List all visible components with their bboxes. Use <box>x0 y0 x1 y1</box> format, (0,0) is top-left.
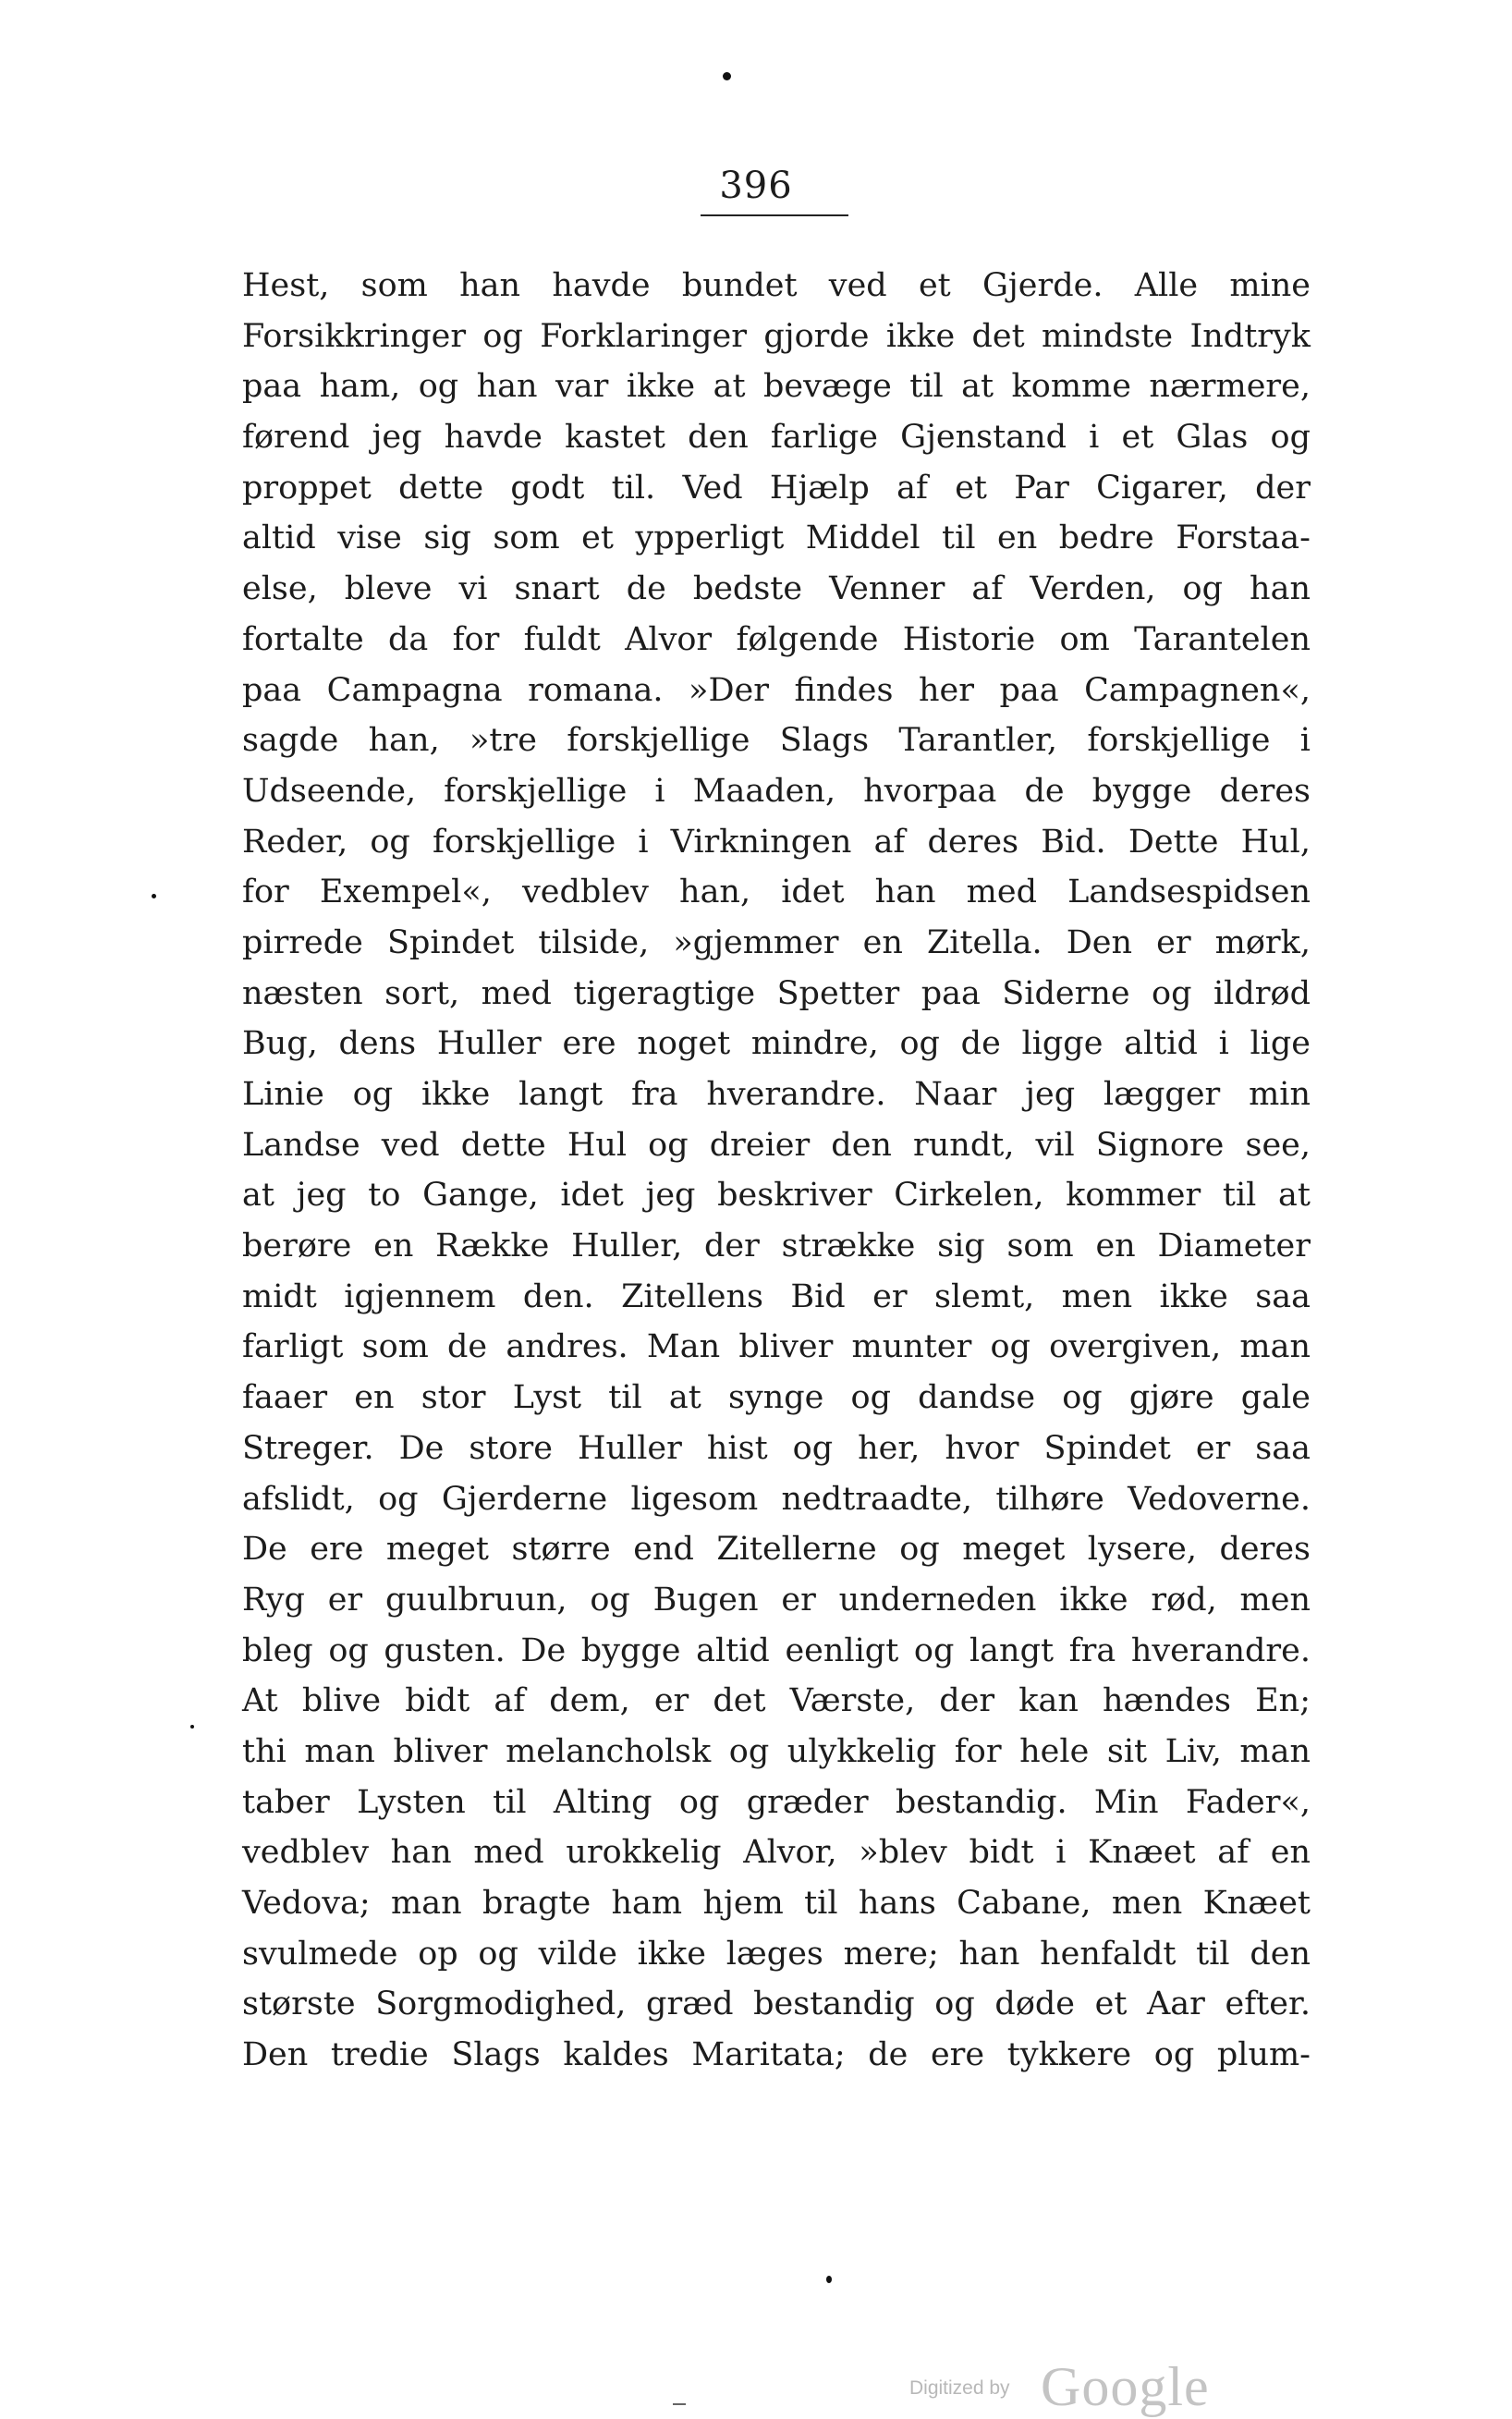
text-line: pirrede Spindet tilside, »gjemmer en Zitella. Den er mørk, <box>242 923 1311 961</box>
text-line: Udseende, forskjellige i Maaden, hvorpaa de bygge deres <box>242 772 1311 810</box>
text-line: midt igjennem den. Zitellens Bid er slemt, men ikke saa <box>242 1277 1311 1315</box>
text-line: bleg og gusten. De bygge altid eenligt og langt fra hverandre. <box>242 1631 1311 1669</box>
text-line: Ryg er guulbruun, og Bugen er underneden ikke rød, men <box>242 1581 1311 1619</box>
text-line: vedblev han med urokkelig Alvor, »blev bidt i Knæet af en <box>242 1834 1311 1872</box>
text-line: at jeg to Gange, idet jeg beskriver Cirkelen, kommer til at <box>242 1177 1311 1215</box>
text-line: berøre en Række Huller, der strække sig som en Diameter <box>242 1228 1311 1265</box>
digitized-by-label: Digitized by <box>909 2377 1010 2399</box>
text-line: At blive bidt af dem, er det Værste, der kan hændes En; <box>242 1682 1311 1720</box>
ink-speck-left-lower <box>190 1725 194 1729</box>
text-line: for Exempel«, vedblev han, idet han med Landsespidsen <box>242 874 1311 911</box>
text-line: Bug, dens Huller ere noget mindre, og de ligge altid i lige <box>242 1025 1311 1063</box>
text-line: paa Campagna romana. »Der findes her paa Campagnen«, <box>242 671 1311 709</box>
text-line: førend jeg havde kastet den farlige Gjenstand i et Glas og <box>242 419 1311 457</box>
text-line: altid vise sig som et ypperligt Middel til en bedre Forstaa- <box>242 519 1311 557</box>
text-line: De ere meget større end Zitellerne og meget lysere, deres <box>242 1531 1311 1569</box>
text-line: Hest, som han havde bundet ved et Gjerde. Alle mine <box>242 267 1311 304</box>
text-line: Linie og ikke langt fra hverandre. Naar jeg lægger min <box>242 1076 1311 1113</box>
google-logo: Google <box>1041 2356 1210 2417</box>
text-line: største Sorgmodighed, græd bestandig og døde et Aar efter. <box>242 1985 1311 2023</box>
page-body-text <box>242 261 1311 2081</box>
text-line: paa ham, og han var ikke at bevæge til at komme nærmere, <box>242 368 1311 406</box>
text-line: fortalte da for fuldt Alvor følgende Historie om Tarantelen <box>242 620 1311 658</box>
ink-speck-bottom <box>826 2276 832 2283</box>
text-line: Reder, og forskjellige i Virkningen af deres Bid. Dette Hul, <box>242 823 1311 861</box>
page-number-rule <box>701 214 848 216</box>
text-line: farligt som de andres. Man bliver munter og overgiven, man <box>242 1328 1311 1366</box>
text-line: afslidt, og Gjerderne ligesom nedtraadte, tilhøre Vedoverne. <box>242 1480 1311 1518</box>
text-line: Forsikkringer og Forklaringer gjorde ikke det mindste Indtryk <box>242 317 1311 355</box>
ink-speck-margin <box>152 894 156 898</box>
text-line: else, bleve vi snart de bedste Venner af Verden, og han <box>242 570 1311 608</box>
text-line: Streger. De store Huller hist og her, hvor Spindet er saa <box>242 1429 1311 1467</box>
text-line: faaer en stor Lyst til at synge og dandse og gjøre gale <box>242 1379 1311 1417</box>
text-line: næsten sort, med tigeragtige Spetter paa Siderne og ildrød <box>242 974 1311 1012</box>
footer-mark <box>673 2403 686 2405</box>
text-line: sagde han, »tre forskjellige Slags Tarantler, forskjellige i <box>242 722 1311 760</box>
text-line: thi man bliver melancholsk og ulykkelig for hele sit Liv, man <box>242 1732 1311 1770</box>
text-line: proppet dette godt til. Ved Hjælp af et Par Cigarer, der <box>242 469 1311 507</box>
text-line: svulmede op og vilde ikke læges mere; han henfaldt til den <box>242 1935 1311 1973</box>
ink-speck-top <box>723 72 731 80</box>
text-line: Vedova; man bragte ham hjem til hans Cabane, men Knæet <box>242 1885 1311 1922</box>
text-line: taber Lysten til Alting og græder bestandig. Min Fader«, <box>242 1783 1311 1821</box>
page-number: 396 <box>719 165 793 207</box>
text-line: Landse ved dette Hul og dreier den rundt, vil Signore see, <box>242 1126 1311 1164</box>
text-line: Den tredie Slags kaldes Maritata; de ere tykkere og plum- <box>242 2036 1311 2074</box>
